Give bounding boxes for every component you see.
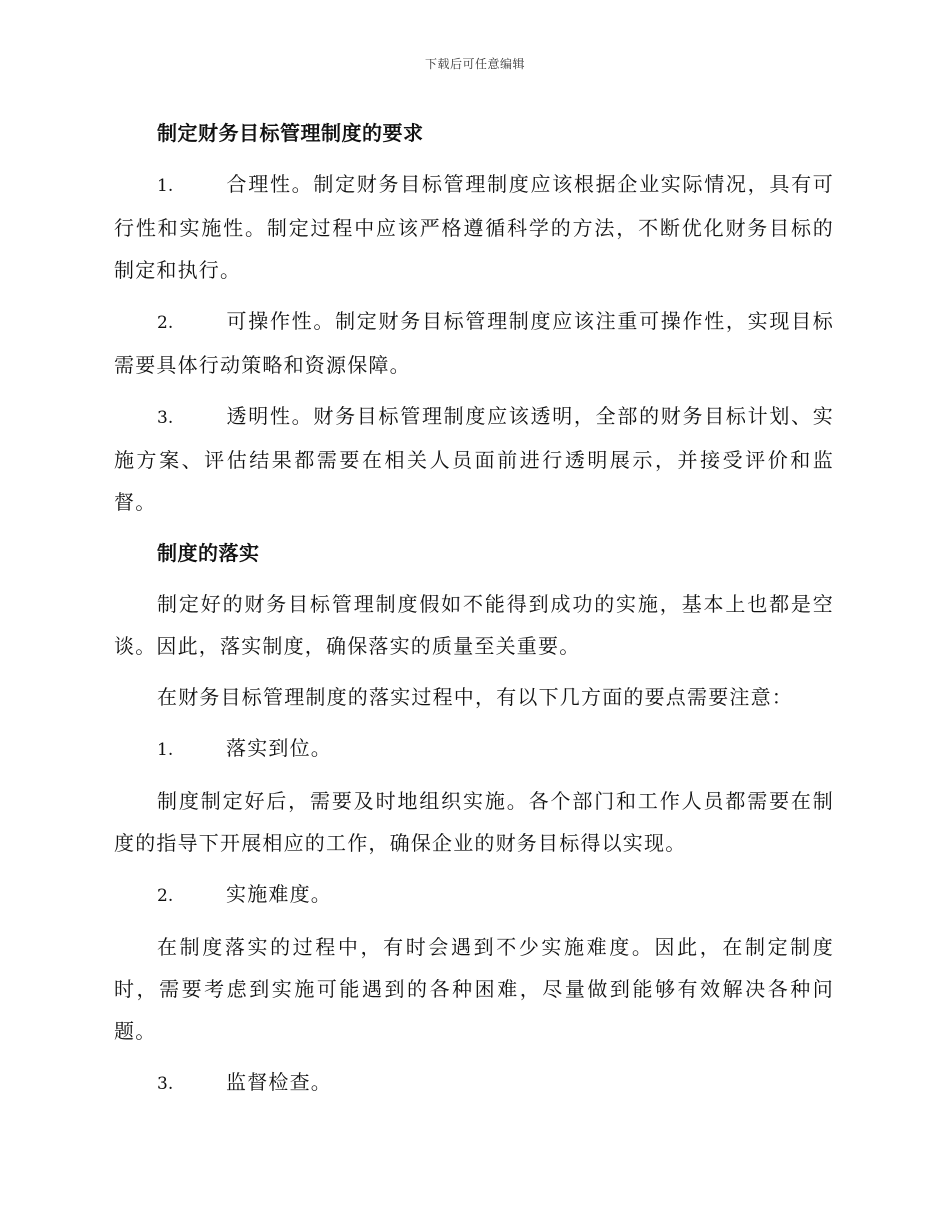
implementation-point-1 bbox=[114, 727, 834, 771]
item-number: 1. bbox=[157, 176, 174, 196]
document-body bbox=[114, 112, 834, 1114]
item-number: 2. bbox=[157, 886, 174, 906]
item-text: 透明性。财务目标管理制度应该透明，全部的财务目标计划、实施方案、评估结果都需要在相关人员面前进行透明展示，并接受评价和监督。 bbox=[114, 404, 834, 514]
requirement-item-1 bbox=[114, 163, 834, 291]
item-number: 2. bbox=[157, 313, 174, 333]
requirement-item-3 bbox=[114, 395, 834, 523]
item-label: 落实到位。 bbox=[226, 736, 332, 760]
section-title-requirements: 制定财务目标管理制度的要求 bbox=[157, 121, 424, 145]
item-text: 可操作性。制定财务目标管理制度应该注重可操作性，实现目标需要具体行动策略和资源保障。 bbox=[114, 309, 834, 377]
implementation-point-2 bbox=[114, 873, 834, 917]
requirement-item-2 bbox=[114, 300, 834, 386]
item-label: 实施难度。 bbox=[226, 882, 332, 906]
page-header: 下载后可任意编辑 bbox=[424, 57, 525, 71]
paragraph-intro-2: 在财务目标管理制度的落实过程中，有以下几方面的要点需要注意： bbox=[157, 685, 793, 709]
point-1-detail: 制度制定好后，需要及时地组织实施。各个部门和工作人员都需要在制度的指导下开展相应的工作，确保企业的财务目标得以实现。 bbox=[114, 789, 834, 855]
item-number: 1. bbox=[157, 740, 174, 760]
item-text: 合理性。制定财务目标管理制度应该根据企业实际情况，具有可行性和实施性。制定过程中应该严格遵循科学的方法，不断优化财务目标的制定和执行。 bbox=[114, 172, 834, 282]
paragraph-intro-1: 制定好的财务目标管理制度假如不能得到成功的实施，基本上也都是空谈。因此，落实制度，确保落实的质量至关重要。 bbox=[114, 592, 834, 658]
item-number: 3. bbox=[157, 1074, 174, 1094]
point-2-detail: 在制度落实的过程中，有时会遇到不少实施难度。因此，在制定制度时，需要考虑到实施可能遇到的各种困难，尽量做到能够有效解决各种问题。 bbox=[114, 935, 834, 1043]
item-number: 3. bbox=[157, 408, 174, 428]
item-label: 监督检查。 bbox=[226, 1070, 332, 1094]
section-title-implementation: 制度的落实 bbox=[157, 541, 260, 565]
implementation-point-3 bbox=[114, 1061, 834, 1105]
